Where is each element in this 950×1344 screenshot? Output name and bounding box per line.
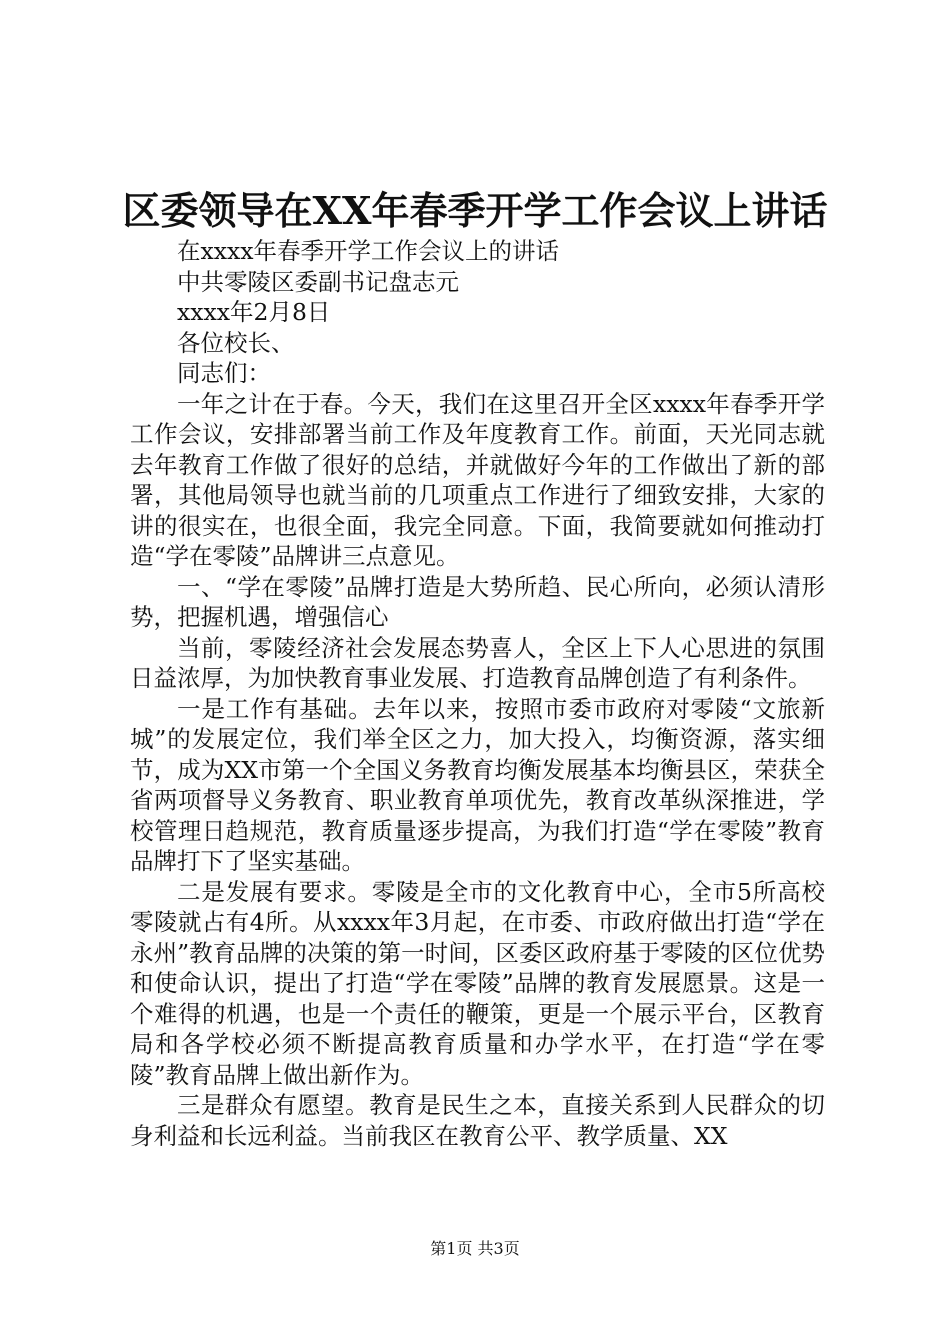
paragraph-date: xxxx年2月8日 — [177, 298, 331, 326]
paragraph-point-1: 一是工作有基础。去年以来，按照市委市政府对零陵“文旅新城”的发展定位，我们举全区之力，加大投入，均衡资源，落实细节，成为XX市第一个全国义务教育均衡发展基本均衡县区，荣获全省两项督导义务教育、职业教育单项优先，教育改革纵深推进，学校管理日趋规范，教育质量逐步提高，为我们打造“学在零陵”教育品牌打下了坚实基础。 — [130, 694, 825, 875]
document-title: 区委领导在XX年春季开学工作会议上讲话 — [122, 188, 828, 233]
page-footer: 第1页 共3页 — [430, 1239, 520, 1258]
paragraph-point-3: 三是群众有愿望。教育是民生之本，直接关系到人民群众的切身利益和长远利益。当前我区在教育公平、教学质量、XX — [130, 1091, 825, 1150]
paragraph-intro: 一年之计在于春。今天，我们在这里召开全区xxxx年春季开学工作会议，安排部署当前工作及年度教育工作。前面，天光同志就去年教育工作做了很好的总结，并就做好今年的工作做出了新的部署，其他局领导也就当前的几项重点工作进行了细致安排，大家的讲的很实在，也很全面，我完全同意。下面，我简要就如何推动打造“学在零陵”品牌讲三点意见。 — [130, 389, 825, 570]
paragraph-speaker: 中共零陵区委副书记盘志元 — [177, 267, 459, 296]
paragraph-point-2: 二是发展有要求。零陵是全市的文化教育中心，全市5所高校零陵就占有4所。从xxxx年3月起，在市委、市政府做出打造“学在永州”教育品牌的决策的第一时间，区委区政府基于零陵的区位优势和使命认识，提出了打造“学在零陵”品牌的教育发展愿景。这是一个难得的机遇，也是一个责任的鞭策，更是一个展示平台，区教育局和各学校必须不断提高教育质量和办学水平，在打造“学在零陵”教育品牌上做出新作为。 — [130, 877, 825, 1089]
paragraph-heading: 在xxxx年春季开学工作会议上的讲话 — [177, 237, 560, 265]
document-body — [130, 236, 825, 1151]
paragraph-salutation-1: 各位校长、 — [177, 328, 295, 357]
paragraph-salutation-2: 同志们： — [177, 359, 271, 387]
paragraph-context: 当前，零陵经济社会发展态势喜人，全区上下人心思进的氛围日益浓厚，为加快教育事业发展、打造教育品牌创造了有利条件。 — [130, 633, 825, 692]
paragraph-section-1: 一、“学在零陵”品牌打造是大势所趋、民心所向，必须认清形势，把握机遇，增强信心 — [130, 572, 825, 631]
